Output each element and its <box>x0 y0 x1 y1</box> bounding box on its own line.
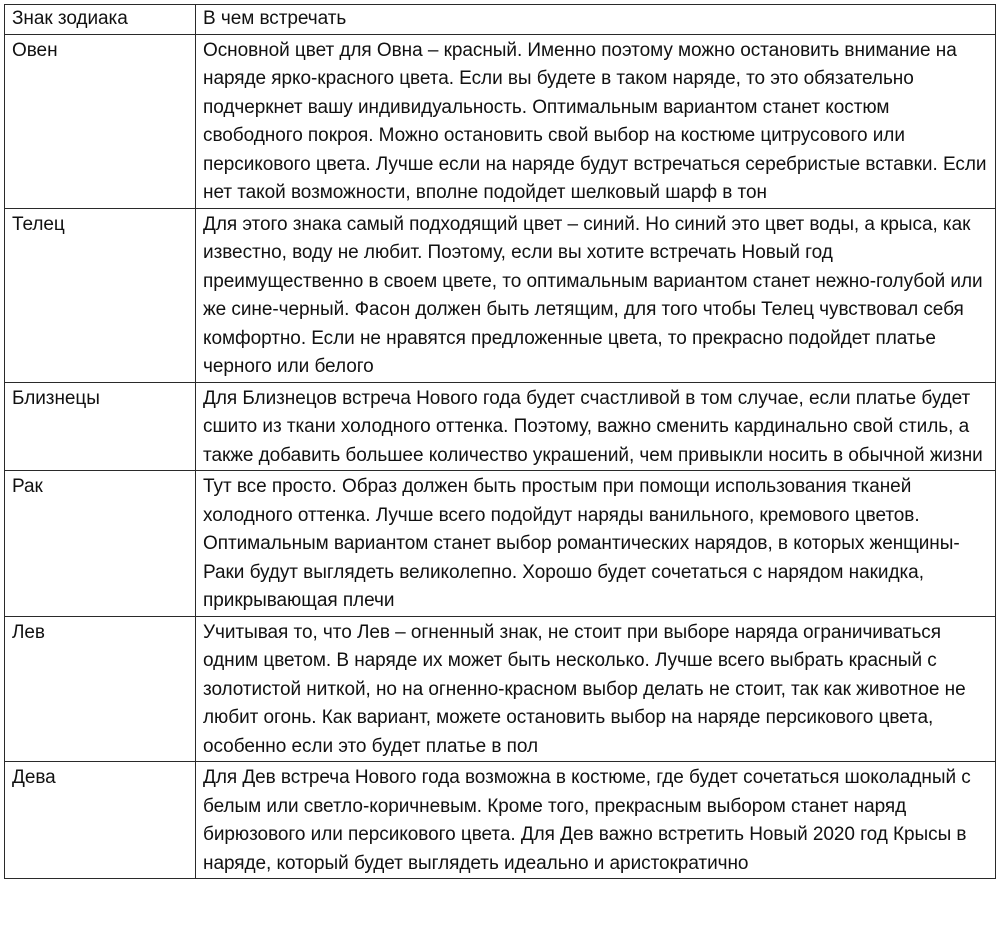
header-outfit: В чем встречать <box>196 5 996 35</box>
table-row <box>5 208 996 382</box>
zodiac-outfit-table <box>4 4 996 879</box>
table-row <box>5 762 996 879</box>
row-outfit-text: Для Близнецов встреча Нового года будет счастливой в том случае, если платье будет сшито из ткани холодного оттенка. Поэтому, важно сменить кардинально свой стиль, а также добавить большее количество украшений, чем привыкли носить в обычной жизни <box>196 382 996 471</box>
row-outfit-text: Тут все просто. Образ должен быть простым при помощи использования тканей холодного оттенка. Лучше всего подойдут наряды ванильного, кремового цветов. Оптимальным вариантом станет выбор романтических нарядов, в которых женщины-Раки будут выглядеть великолепно. Хорошо будет сочетаться с нарядом накидка, прикрывающая плечи <box>196 471 996 617</box>
header-sign: Знак зодиака <box>5 5 196 35</box>
row-sign: Близнецы <box>5 382 196 471</box>
table-row <box>5 616 996 762</box>
table-header-row <box>5 5 996 35</box>
row-outfit-text: Для Дев встреча Нового года возможна в костюме, где будет сочетаться шоколадный с белым или светло-коричневым. Кроме того, прекрасным выбором станет наряд бирюзового или персикового цвета. Для Дев важно встретить Новый 2020 год Крысы в наряде, который будет выглядеть идеально и аристократично <box>196 762 996 879</box>
row-sign: Дева <box>5 762 196 879</box>
row-sign: Рак <box>5 471 196 617</box>
row-outfit-text: Учитывая то, что Лев – огненный знак, не стоит при выборе наряда ограничиваться одним цветом. В наряде их может быть несколько. Лучше всего выбрать красный с золотистой ниткой, но на огненно-красном выбор делать не стоит, так как животное не любит огонь. Как вариант, можете остановить выбор на наряде персикового цвета, особенно если это будет платье в пол <box>196 616 996 762</box>
row-outfit-text: Основной цвет для Овна – красный. Именно поэтому можно остановить внимание на наряде ярко-красного цвета. Если вы будете в таком наряде, то это обязательно подчеркнет вашу индивидуальность. Оптимальным вариантом станет костюм свободного покроя. Можно остановить свой выбор на костюме цитрусового или персикового цвета. Лучше если на наряде будут встречаться серебристые вставки. Если нет такой возможности, вполне подойдет шелковый шарф в тон <box>196 34 996 208</box>
row-sign: Овен <box>5 34 196 208</box>
table-row <box>5 34 996 208</box>
table-row <box>5 471 996 617</box>
row-sign: Лев <box>5 616 196 762</box>
table-row <box>5 382 996 471</box>
row-sign: Телец <box>5 208 196 382</box>
row-outfit-text: Для этого знака самый подходящий цвет – синий. Но синий это цвет воды, а крыса, как известно, воду не любит. Поэтому, если вы хотите встречать Новый год преимущественно в своем цвете, то оптимальным вариантом станет нежно-голубой или же сине-черный. Фасон должен быть летящим, для того чтобы Телец чувствовал себя комфортно. Если не нравятся предложенные цвета, то прекрасно подойдет платье черного или белого <box>196 208 996 382</box>
